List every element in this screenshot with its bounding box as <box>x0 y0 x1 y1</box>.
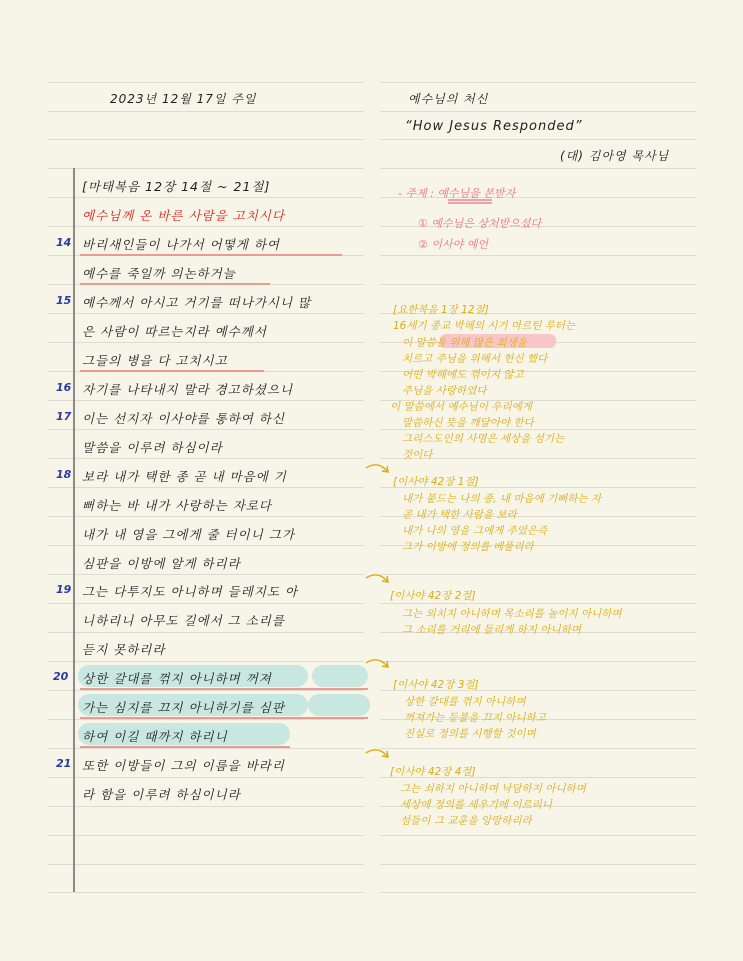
verse-number: 18 <box>56 468 72 481</box>
verse-line: 하여 이길 때까지 하리니 <box>82 729 228 744</box>
ruled-line <box>48 545 364 546</box>
ruled-line <box>48 458 364 459</box>
ruled-line <box>48 806 364 807</box>
ruled-line <box>48 835 364 836</box>
highlight <box>312 665 368 687</box>
red-underline <box>80 283 270 285</box>
ruled-line <box>380 168 696 169</box>
verse-line: 듣지 못하리라 <box>82 642 166 657</box>
ruled-line <box>48 603 364 604</box>
verse-line: 말씀을 이루려 하심이라 <box>82 440 223 455</box>
sermon-date: 2023년 12월 17일 주일 <box>110 92 257 106</box>
red-underline <box>80 688 368 690</box>
ruled-line <box>48 864 364 865</box>
note-line: 그는 쇠하지 아니하며 낙담하지 아니하며 <box>400 783 586 795</box>
ruled-line <box>380 748 696 749</box>
note-line: 곧 내가 택한 사람을 보라 <box>402 509 517 521</box>
verse-line: 이는 선지자 이사야를 통하여 하신 <box>82 411 285 426</box>
ruled-line <box>48 82 364 83</box>
verse-line: 바리새인들이 나가서 어떻게 하여 <box>82 237 280 252</box>
ruled-line <box>380 111 696 112</box>
verse-number: 21 <box>56 757 72 770</box>
verse-line: 뻐하는 바 내가 사랑하는 자로다 <box>82 498 272 513</box>
note-reference: [이사야 42장 4절] <box>390 766 476 778</box>
preacher-name: (대) 김아영 목사님 <box>560 149 670 163</box>
ruled-line <box>48 429 364 430</box>
note-line: 상한 갈대를 꺾지 아니하며 <box>404 696 526 708</box>
ruled-line <box>48 690 364 691</box>
note-line: 그가 이방에 정의를 베풀리라 <box>402 541 534 553</box>
verse-line: 라 함을 이루려 하심이니라 <box>82 787 241 802</box>
note-line: 그 소리를 거리에 들리게 하지 아니하며 <box>402 624 581 636</box>
note-line: 내가 나의 영을 그에게 주었은즉 <box>402 525 548 537</box>
ruled-line <box>48 777 364 778</box>
verse-line: 또한 이방들이 그의 이름을 바라리 <box>82 758 285 773</box>
red-underline <box>80 254 342 256</box>
verse-number: 17 <box>56 410 72 423</box>
note-reference: [요한복음 1장 12절] <box>393 304 489 316</box>
ruled-line <box>48 168 364 169</box>
scripture-summary: 예수님께 온 바른 사람을 고치시다 <box>82 208 285 223</box>
note-line: 16세기 종교 박해의 시기 마르틴 루터는 <box>393 320 576 332</box>
note-line: 말씀하신 뜻을 깨달아야 한다 <box>402 417 534 429</box>
sermon-point-1: ① 예수님은 상처받으셨다 <box>418 217 542 230</box>
verse-line: 내가 내 영을 그에게 줄 터이니 그가 <box>82 527 295 542</box>
sermon-theme: - 주제 : 예수님을 본받자 <box>398 187 516 200</box>
scripture-reference: [마태복음 12장 14절 ~ 21절] <box>82 179 271 194</box>
note-line: 그리스도인의 사명은 세상을 섬기는 <box>402 433 565 445</box>
ruled-line <box>48 111 364 112</box>
highlight <box>308 694 370 716</box>
ruled-line <box>48 139 364 140</box>
note-line: 세상에 정의를 세우기에 이르리니 <box>400 799 553 811</box>
ruled-line <box>48 487 364 488</box>
note-line: 주님을 사랑하였다 <box>402 385 487 397</box>
note-line: 꺼져가는 등불을 끄지 아니하고 <box>404 712 546 724</box>
ruled-line <box>48 197 364 198</box>
note-line: 이 말씀을 위해 많은 희생을 <box>402 337 527 349</box>
ruled-line <box>48 313 364 314</box>
curved-arrow-icon <box>364 460 392 480</box>
note-line: 것이다 <box>402 449 433 461</box>
ruled-line <box>380 574 696 575</box>
sermon-point-2: ② 이사야 예언 <box>418 238 488 251</box>
verse-line: 그들의 병을 다 고치시고 <box>82 353 228 368</box>
red-underline <box>80 717 368 719</box>
curved-arrow-icon <box>364 745 392 765</box>
double-underline <box>448 199 494 205</box>
note-reference: [이사야 42장 1절] <box>393 476 479 488</box>
note-reference: [이사야 42장 3절] <box>393 679 479 691</box>
verse-line: 상한 갈대를 꺾지 아니하며 꺼져 <box>82 671 272 686</box>
note-line: 이 말씀에서 예수님이 우리에게 <box>390 401 532 413</box>
verse-number: 15 <box>56 294 72 307</box>
verse-line: 자기를 나타내지 말라 경고하셨으니 <box>82 382 294 397</box>
ruled-line <box>48 516 364 517</box>
verse-number: 14 <box>56 236 72 249</box>
ruled-line <box>48 574 364 575</box>
ruled-line <box>380 892 696 893</box>
ruled-line <box>48 892 364 893</box>
ruled-line <box>48 400 364 401</box>
ruled-line <box>380 139 696 140</box>
verse-line: 은 사람이 따르는지라 예수께서 <box>82 324 267 339</box>
note-line: 치르고 주님을 위해서 헌신 했다 <box>402 353 548 365</box>
ruled-line <box>380 661 696 662</box>
ruled-line <box>48 719 364 720</box>
ruled-line <box>48 661 364 662</box>
sermon-title-english: “How Jesus Responded” <box>405 119 583 134</box>
ruled-line <box>48 748 364 749</box>
ruled-line <box>380 82 696 83</box>
ruled-line <box>380 603 696 604</box>
ruled-line <box>380 864 696 865</box>
red-underline <box>80 746 290 748</box>
ruled-line <box>48 342 364 343</box>
note-line: 섬들이 그 교훈을 앙망하리라 <box>400 815 532 827</box>
verse-number: 19 <box>56 583 72 596</box>
curved-arrow-icon <box>364 570 392 590</box>
verse-number: 20 <box>53 670 69 683</box>
verse-line: 보라 내가 택한 종 곧 내 마음에 기 <box>82 469 287 484</box>
sermon-title-korean: 예수님의 처신 <box>408 92 489 106</box>
note-reference: [이사야 42장 2절] <box>390 590 476 602</box>
verse-line: 가는 심지를 끄지 아니하기를 심판 <box>82 700 285 715</box>
verse-line: 예수께서 아시고 거기를 떠나가시니 많 <box>82 295 312 310</box>
ruled-line <box>380 255 696 256</box>
note-line: 진실로 정의를 시행할 것이며 <box>404 728 536 740</box>
ruled-line <box>48 226 364 227</box>
ruled-line <box>380 284 696 285</box>
verse-line: 니하리니 아무도 길에서 그 소리를 <box>82 613 285 628</box>
verse-line: 그는 다투지도 아니하며 들레지도 아 <box>82 584 299 599</box>
ruled-line <box>48 632 364 633</box>
note-line: 그는 외치지 아니하며 목소리를 높이지 아니하며 <box>402 608 622 620</box>
ruled-line <box>380 835 696 836</box>
curved-arrow-icon <box>364 655 392 675</box>
note-line: 어떤 박해에도 꺾이지 않고 <box>402 369 524 381</box>
verse-number: 16 <box>56 381 72 394</box>
red-underline <box>80 370 264 372</box>
note-line: 내가 붙드는 나의 종, 내 마음에 기뻐하는 자 <box>402 493 602 505</box>
verse-line: 예수를 죽일까 의논하거늘 <box>82 266 236 281</box>
verse-line: 심판을 이방에 알게 하리라 <box>82 556 241 571</box>
margin-line <box>73 168 75 892</box>
